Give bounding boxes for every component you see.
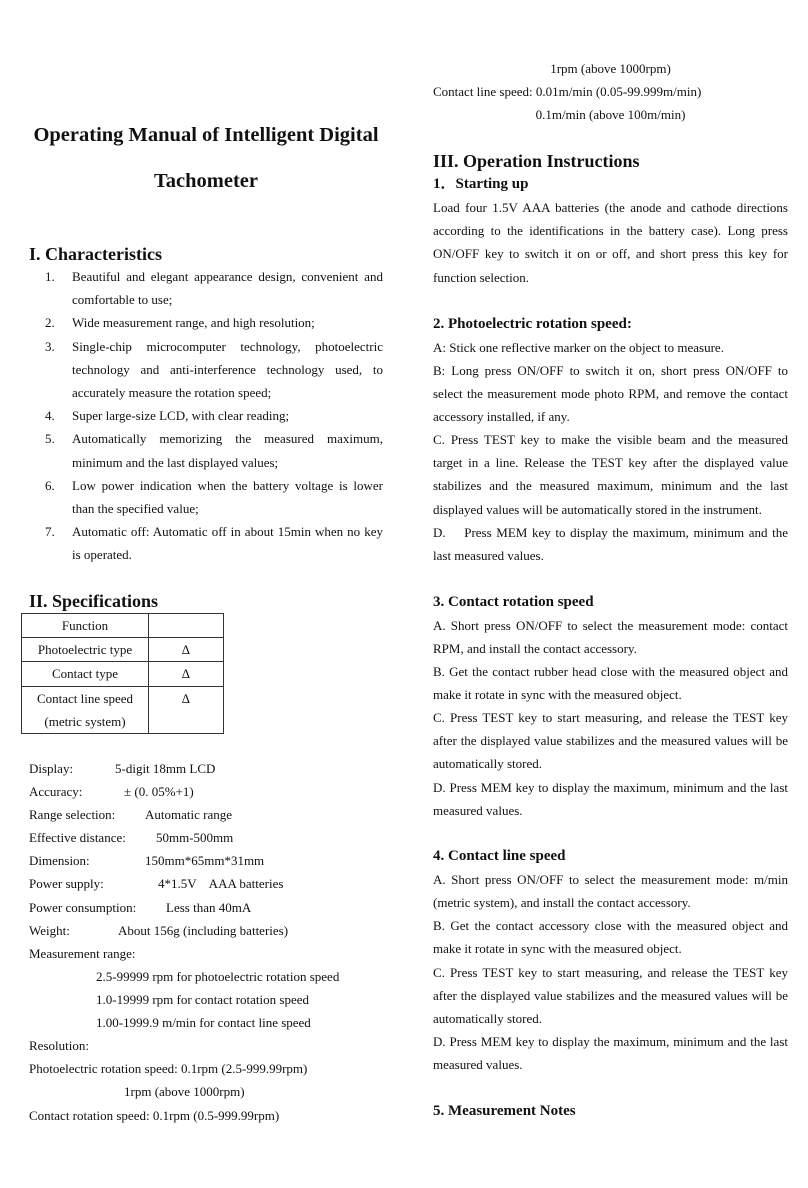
table-row (22, 638, 224, 662)
list-item: 3. Single-chip microcomputer technology, photoelectric technology and anti-interference technology used, to accurately measure the rotation speed; (45, 338, 383, 401)
range-contact-line: 1.00-1999.9 m/min for contact line speed (96, 1015, 311, 1030)
resolution-contact-rotation-high: 1rpm (above 1000rpm) (550, 61, 671, 76)
range-photoelectric: 2.5-99999 rpm for photoelectric rotation speed (96, 969, 340, 984)
table-cell: Contact line speed (metric system) (22, 686, 149, 733)
resolution-contact-rotation: Contact rotation speed: 0.1rpm (0.5-999.99rpm) (29, 1108, 280, 1123)
spec-weight: Weight: About 156g (including batteries) (29, 923, 289, 938)
table-cell: Function (22, 614, 149, 638)
spec-display: Display: 5-digit 18mm LCD (29, 761, 216, 776)
contact-line-step-b: B. Get the contact accessory close with the measured object and make it rotate in sync with the measured object. (433, 918, 788, 957)
measurement-notes-heading: 5. Measurement Notes (433, 1103, 576, 1119)
spec-range-selection: Range selection: Automatic range (29, 807, 232, 822)
list-item: 5. Automatically memorizing the measured maximum, minimum and the last displayed values; (45, 431, 383, 470)
spec-dimension: Dimension: 150mm*65mm*31mm (29, 853, 265, 868)
table-cell: ∆ (149, 638, 224, 662)
title-line-1: Operating Manual of Intelligent Digital (33, 124, 379, 146)
list-item: 6. Low power indication when the battery voltage is lower than the specified value; (45, 477, 383, 517)
contact-line-step-a: A. Short press ON/OFF to select the measurement mode: m/min (metric system), and install the contact accessory. (433, 872, 788, 911)
table-cell: ∆ (149, 662, 224, 686)
title-line-2: Tachometer (154, 170, 258, 192)
operation-heading: III. Operation Instructions (433, 151, 640, 171)
characteristics-heading: I. Characteristics (29, 244, 162, 264)
photoelectric-step-b: B: Long press ON/OFF to switch it on, short press ON/OFF to select the measurement mode photo RPM, and remove the contact accessory installed, if any. (433, 363, 788, 425)
resolution-label: Resolution: (29, 1038, 89, 1053)
resolution-contact-line: Contact line speed: 0.01m/min (0.05-99.999m/min) (433, 84, 702, 99)
photoelectric-step-a: A: Stick one reflective marker on the object to measure. (433, 340, 724, 355)
specifications-table (21, 613, 224, 734)
spec-power-supply: Power supply: 4*1.5V AAA batteries (29, 876, 284, 891)
table-cell: ∆ (149, 686, 224, 733)
contact-rotation-step-b: B. Get the contact rubber head close with the measured object and make it rotate in sync with the measured object. (433, 664, 788, 703)
contact-rotation-step-a: A. Short press ON/OFF to select the measurement mode: contact RPM, and install the contact accessory. (433, 618, 788, 657)
table-cell: Contact type (22, 662, 149, 686)
contact-line-step-d: D. Press MEM key to display the maximum, minimum and the last measured values. (433, 1034, 788, 1073)
starting-up-text: Load four 1.5V AAA batteries (the anode and cathode directions according to the identifications in the battery case). Long press ON/OFF key to switch it on or off, and short press this key for function selection. (433, 200, 788, 285)
table-row (22, 662, 224, 686)
spec-accuracy: Accuracy: ± (0. 05%+1) (29, 784, 194, 799)
table-row (22, 614, 224, 638)
table-cell (149, 614, 224, 638)
spec-effective-distance: Effective distance: 50mm-500mm (29, 830, 234, 845)
range-contact-rotation: 1.0-19999 rpm for contact rotation speed (96, 992, 309, 1007)
contact-line-heading: 4. Contact line speed (433, 848, 566, 864)
list-item: 2. Wide measurement range, and high resolution; (45, 315, 315, 331)
spec-power-consumption: Power consumption: Less than 40mA (29, 900, 252, 915)
contact-rotation-step-c: C. Press TEST key to start measuring, and release the TEST key after the displayed value stabilizes and the measured values will be automatically stored. (433, 710, 788, 772)
resolution-photoelectric: Photoelectric rotation speed: 0.1rpm (2.5-999.99rpm) (29, 1061, 308, 1076)
list-item: 4. Super large-size LCD, with clear reading; (45, 408, 290, 424)
starting-up-heading: 1．Starting up (433, 176, 529, 192)
specifications-heading: II. Specifications (29, 591, 159, 611)
contact-line-step-c: C. Press TEST key to start measuring, and release the TEST key after the displayed value stabilizes and the measured values will be automatically stored. (433, 965, 788, 1027)
resolution-contact-line-high: 0.1m/min (above 100m/min) (535, 107, 686, 122)
list-item: 7. Automatic off: Automatic off in about 15min when no key is operated. (45, 524, 383, 563)
contact-rotation-step-d: D. Press MEM key to display the maximum, minimum and the last measured values. (433, 780, 788, 819)
photoelectric-step-c: C. Press TEST key to make the visible beam and the measured target in a line. Release the TEST key after the displayed value stabilizes and the measured maximum, minimum and the last displayed values will be automatically stored in the instrument. (433, 432, 788, 517)
document-title (29, 112, 383, 204)
contact-rotation-heading: 3. Contact rotation speed (433, 594, 594, 610)
resolution-photoelectric-high: 1rpm (above 1000rpm) (124, 1084, 245, 1099)
table-cell: Photoelectric type (22, 638, 149, 662)
table-row (22, 686, 224, 733)
characteristics-list (29, 265, 383, 567)
measurement-range-label: Measurement range: (29, 946, 136, 961)
photoelectric-heading: 2. Photoelectric rotation speed: (433, 316, 632, 332)
list-item: 1. Beautiful and elegant appearance design, convenient and comfortable to use; (45, 269, 383, 308)
photoelectric-step-d: D. Press MEM key to display the maximum, minimum and the last measured values. (433, 525, 792, 564)
